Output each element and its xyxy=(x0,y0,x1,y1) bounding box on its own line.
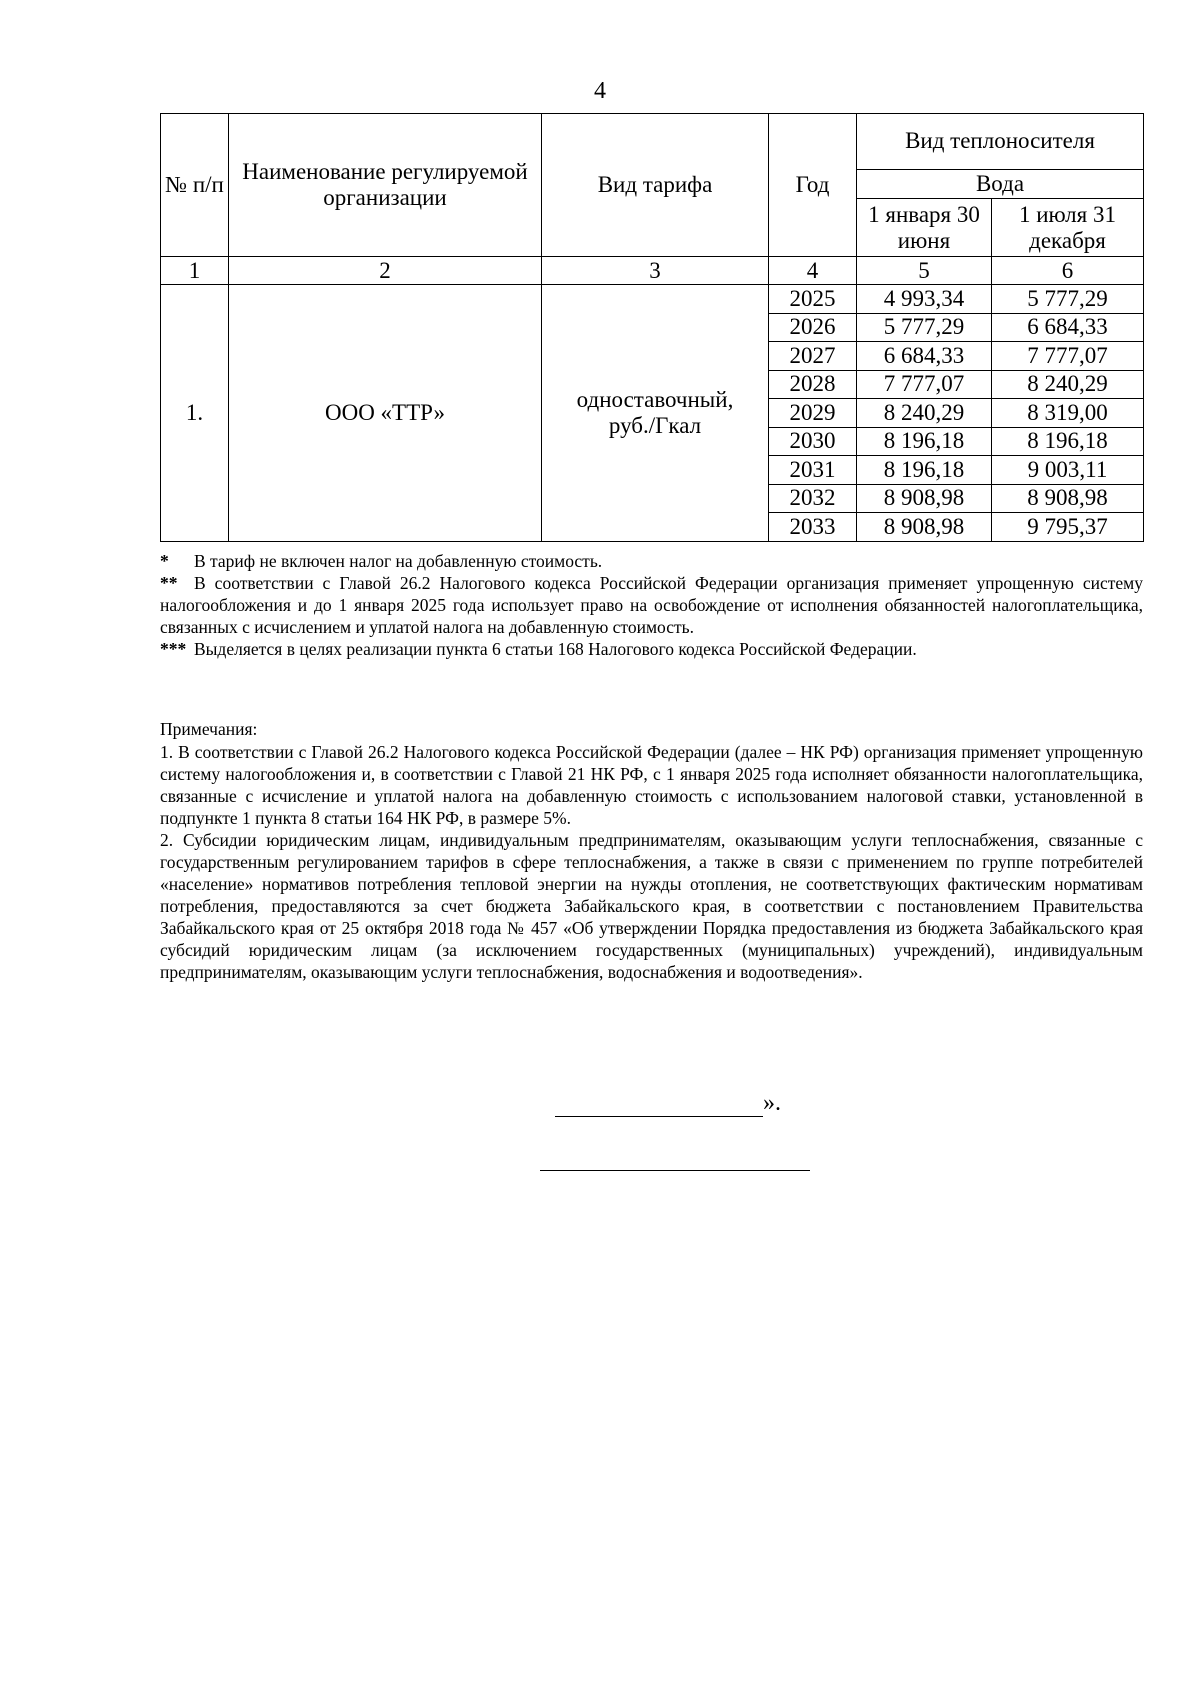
value-h1: 8 908,98 xyxy=(857,513,992,542)
footnote-mark: *** xyxy=(160,639,187,659)
value-h2: 6 684,33 xyxy=(992,313,1144,342)
header-tariff: Вид тарифа xyxy=(542,114,769,257)
year-cell: 2032 xyxy=(769,484,857,513)
tariff-table xyxy=(160,113,1144,542)
notes-section xyxy=(160,718,1143,983)
org-name: ООО «ТТР» xyxy=(229,285,542,542)
org-number: 1. xyxy=(161,285,229,542)
header-org: Наименование регулируемой организации xyxy=(229,114,542,257)
footnote-mark: ** xyxy=(160,573,178,593)
header-year: Год xyxy=(769,114,857,257)
header-carrier: Вид теплоносителя xyxy=(857,114,1144,170)
header-row xyxy=(161,114,1144,170)
closing-mark: ». xyxy=(763,1090,781,1116)
value-h2: 5 777,29 xyxy=(992,285,1144,314)
closing-line xyxy=(555,1090,781,1117)
value-h1: 5 777,29 xyxy=(857,313,992,342)
header-num: № п/п xyxy=(161,114,229,257)
footnote xyxy=(160,572,1143,638)
table-row xyxy=(161,285,1144,314)
value-h2: 9 795,37 xyxy=(992,513,1144,542)
footnote xyxy=(160,550,1143,572)
value-h2: 8 319,00 xyxy=(992,399,1144,428)
blank-line xyxy=(555,1094,763,1117)
column-numbers-row xyxy=(161,257,1144,285)
col-number: 3 xyxy=(542,257,769,285)
year-cell: 2029 xyxy=(769,399,857,428)
note-item: 1. В соответствии с Главой 26.2 Налогового кодекса Российской Федерации (далее – НК РФ) организация применяет упрощенную систему налогообложения и, в соответствии с Главой 21 НК РФ, с 1 января 2025 года исполняет обязанности налогоплательщика, связанные с исчисление и уплатой налога на добавленную стоимость с использованием налоговой ставки, установленной в подпункте 1 пункта 8 статьи 164 НК РФ, в размере 5%. xyxy=(160,742,1143,828)
value-h2: 8 196,18 xyxy=(992,427,1144,456)
year-cell: 2027 xyxy=(769,342,857,371)
page-number: 4 xyxy=(594,78,606,104)
value-h1: 8 240,29 xyxy=(857,399,992,428)
col-number: 6 xyxy=(992,257,1144,285)
year-cell: 2033 xyxy=(769,513,857,542)
year-cell: 2026 xyxy=(769,313,857,342)
tariff-type: одноставочный, руб./Гкал xyxy=(542,285,769,542)
col-number: 4 xyxy=(769,257,857,285)
value-h2: 7 777,07 xyxy=(992,342,1144,371)
value-h2: 8 908,98 xyxy=(992,484,1144,513)
value-h2: 9 003,11 xyxy=(992,456,1144,485)
footnote-text: В соответствии с Главой 26.2 Налогового кодекса Российской Федерации организация применяет упрощенную систему налогообложения и до 1 января 2025 года использует право на освобождение от исполнения обязанностей налогоплательщика, связанных с исчислением и уплатой налога на добавленную стоимость. xyxy=(160,573,1143,637)
header-half1: 1 января 30 июня xyxy=(857,199,992,257)
year-cell: 2028 xyxy=(769,370,857,399)
value-h1: 8 908,98 xyxy=(857,484,992,513)
col-number: 1 xyxy=(161,257,229,285)
notes-title: Примечания: xyxy=(160,719,258,739)
value-h1: 4 993,34 xyxy=(857,285,992,314)
header-water: Вода xyxy=(857,169,1144,198)
year-cell: 2025 xyxy=(769,285,857,314)
year-cell: 2030 xyxy=(769,427,857,456)
value-h1: 8 196,18 xyxy=(857,456,992,485)
value-h1: 7 777,07 xyxy=(857,370,992,399)
header-half2: 1 июля 31 декабря xyxy=(992,199,1144,257)
footnote xyxy=(160,638,1143,660)
end-separator-line xyxy=(540,1170,810,1171)
footnote-mark: * xyxy=(160,551,169,571)
col-number: 5 xyxy=(857,257,992,285)
footnotes xyxy=(160,550,1143,660)
value-h2: 8 240,29 xyxy=(992,370,1144,399)
value-h1: 6 684,33 xyxy=(857,342,992,371)
footnote-text: В тариф не включен налог на добавленную стоимость. xyxy=(194,551,603,571)
year-cell: 2031 xyxy=(769,456,857,485)
col-number: 2 xyxy=(229,257,542,285)
value-h1: 8 196,18 xyxy=(857,427,992,456)
note-item: 2. Субсидии юридическим лицам, индивидуальным предпринимателям, оказывающим услуги теплоснабжения, связанные с государственным регулированием тарифов в сфере теплоснабжения, а также в связи с применением по группе потребителей «население» нормативов потребления тепловой энергии на нужды отопления, не соответствующих фактическим нормативам потребления, предоставляются за счет бюджета Забайкальского края, в соответствии с постановлением Правительства Забайкальского края от 25 октября 2018 года № 457 «Об утверждении Порядка предоставления из бюджета Забайкальского края субсидий юридическим лицам (за исключением государственных (муниципальных) учреждений), индивидуальным предпринимателям, оказывающим услуги теплоснабжения, водоснабжения и водоотведения». xyxy=(160,830,1143,982)
footnote-text: Выделяется в целях реализации пункта 6 статьи 168 Налогового кодекса Российской Федерации. xyxy=(194,639,917,659)
